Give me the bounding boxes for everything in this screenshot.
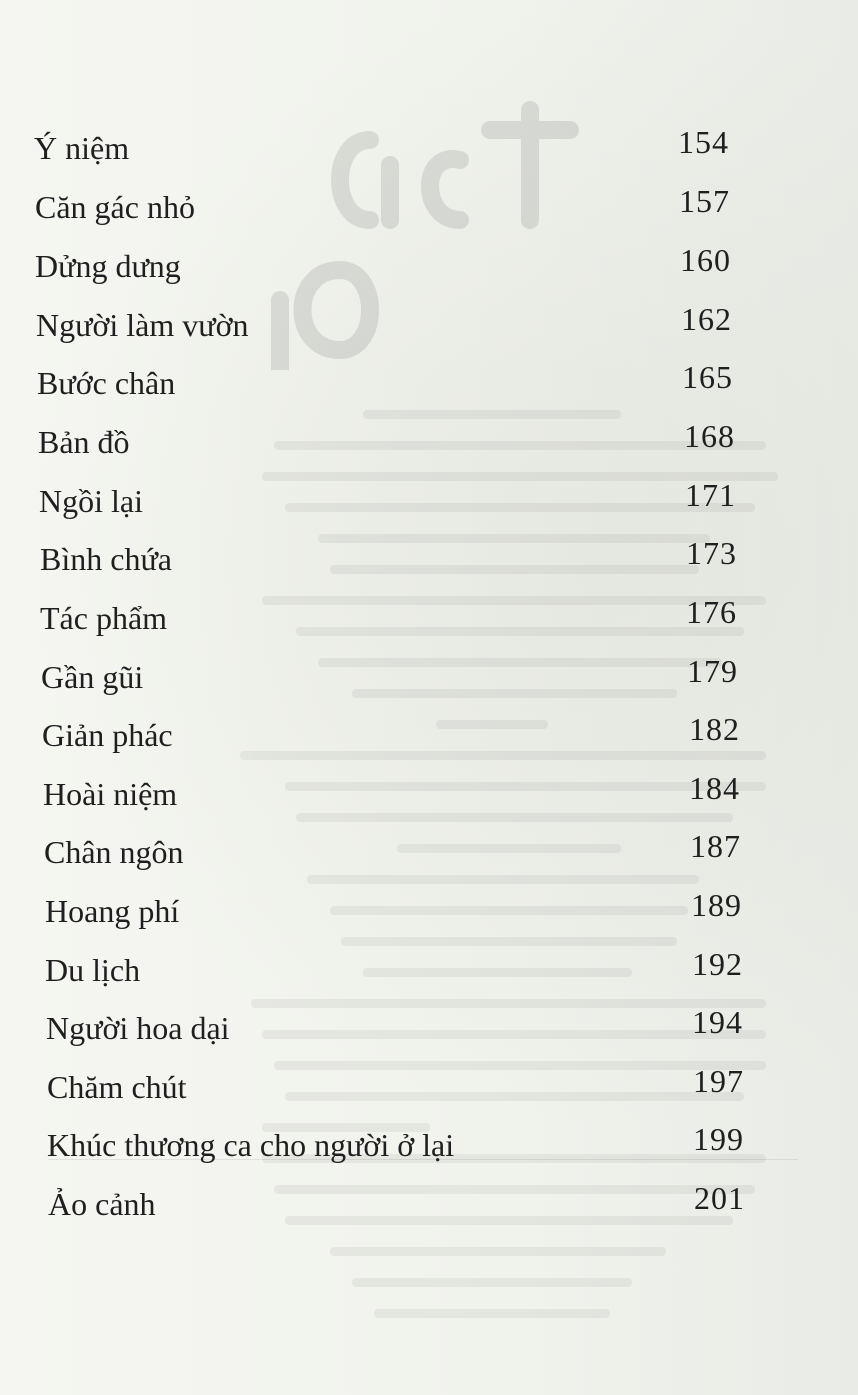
toc-entry-page: 197 <box>693 1063 744 1099</box>
toc-entry-title: Ảo cảnh <box>48 1186 156 1222</box>
toc-entry-page: 194 <box>692 1004 743 1040</box>
toc-entry-page: 182 <box>689 711 740 747</box>
toc-entry-title: Ý niệm <box>34 130 130 166</box>
toc-entry-page: 199 <box>693 1121 744 1157</box>
toc-entry-title: Người làm vườn <box>36 307 249 343</box>
toc-entry-title: Giản phác <box>42 717 173 753</box>
toc-entry-page: 189 <box>691 887 742 923</box>
toc-entry-page: 165 <box>682 359 733 395</box>
toc-entry-title: Bình chứa <box>40 541 172 577</box>
toc-entry-title: Du lịch <box>45 952 141 988</box>
toc-entry-title: Căn gác nhỏ <box>35 189 195 225</box>
toc-entry-title: Hoang phí <box>45 893 180 929</box>
toc-entry-page: 179 <box>687 653 738 689</box>
toc-entry-page: 173 <box>686 535 737 571</box>
toc-entry-page: 160 <box>680 242 731 278</box>
toc-entry-page: 162 <box>681 301 732 337</box>
toc-entry-page: 168 <box>684 418 735 454</box>
toc-entry-page: 187 <box>690 828 741 864</box>
toc-entry-title: Tác phẩm <box>40 600 168 636</box>
toc-entry-page: 157 <box>679 183 730 219</box>
toc-entry-page: 171 <box>685 477 736 513</box>
toc-entry-title: Chân ngôn <box>44 834 184 870</box>
toc-entry-page: 176 <box>686 594 737 630</box>
toc-entry-title: Người hoa dại <box>46 1010 230 1046</box>
toc-entry-page: 192 <box>692 946 743 982</box>
toc-entry-title: Ngồi lại <box>39 483 143 519</box>
toc-entry-title: Khúc thương ca cho người ở lại <box>47 1127 455 1163</box>
toc-entry-title: Bước chân <box>37 365 176 401</box>
toc-entry-title: Hoài niệm <box>43 776 178 812</box>
toc-entry-title: Bản đồ <box>38 424 130 460</box>
toc-entry-page: 184 <box>689 770 740 806</box>
toc-entry-title: Dửng dưng <box>35 248 181 284</box>
toc-entry-page: 154 <box>678 124 729 160</box>
toc-entry-page: 201 <box>694 1180 745 1216</box>
toc-entry-title: Gần gũi <box>41 659 144 695</box>
toc-entry-title: Chăm chút <box>47 1069 187 1105</box>
